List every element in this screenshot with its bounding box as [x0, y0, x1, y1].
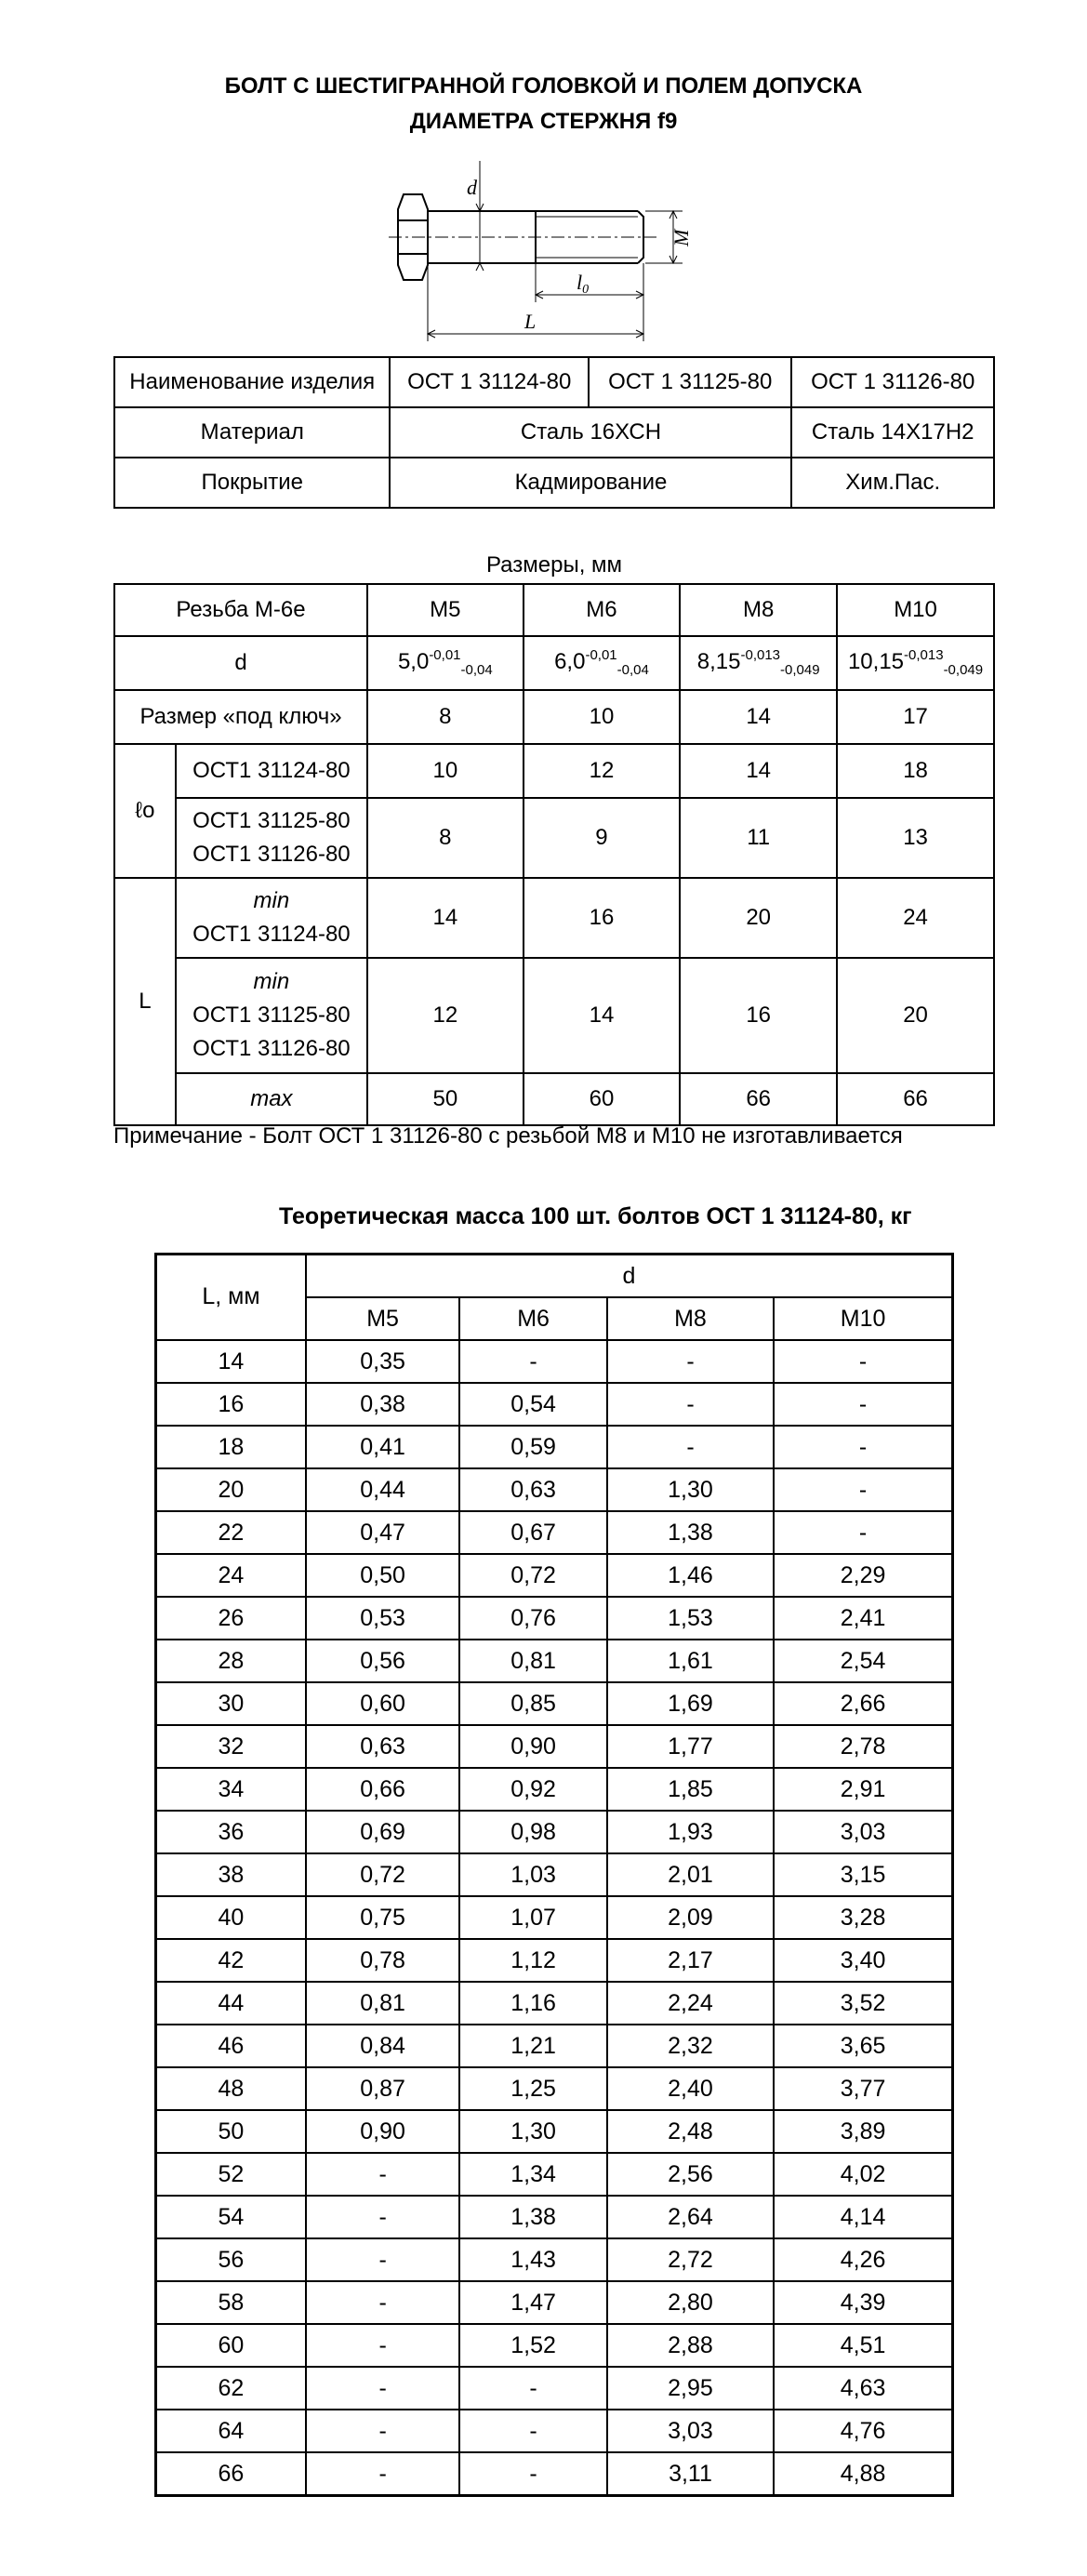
- table-cell: 2,40: [607, 2067, 774, 2110]
- table-cell: 2,95: [607, 2367, 774, 2410]
- table-row: [156, 1426, 953, 1468]
- table-cell: 20: [837, 958, 994, 1073]
- table-row: [156, 1511, 953, 1554]
- mass-table-body: [156, 1340, 953, 2496]
- row-label: 40: [156, 1896, 306, 1939]
- table-row: [114, 357, 994, 407]
- table-cell: 14: [680, 690, 837, 744]
- table-row: [156, 1939, 953, 1982]
- table-cell: 4,39: [774, 2281, 952, 2324]
- table-cell: 2,72: [607, 2238, 774, 2281]
- table-cell: 50: [367, 1073, 524, 1125]
- row-label: 32: [156, 1725, 306, 1768]
- table-cell: 2,64: [607, 2196, 774, 2238]
- table-cell: 0,63: [306, 1725, 459, 1768]
- table-cell: 0,38: [306, 1383, 459, 1426]
- table-cell: 4,76: [774, 2410, 952, 2452]
- table-cell: 0,85: [459, 1682, 606, 1725]
- table-cell: -: [774, 1426, 952, 1468]
- column-header: М10: [774, 1297, 952, 1340]
- table-cell: 0,47: [306, 1511, 459, 1554]
- table-cell: 0,72: [306, 1853, 459, 1896]
- table-cell: 0,69: [306, 1811, 459, 1853]
- label-d: d: [467, 176, 477, 199]
- table-cell: 0,90: [306, 2110, 459, 2153]
- table-cell: 0,87: [306, 2067, 459, 2110]
- table-cell: -: [306, 2452, 459, 2496]
- row-label: min ОСТ1 31124-80: [176, 878, 367, 958]
- mass-table: [154, 1253, 954, 2497]
- table-cell: $8,15^{-0,013}_{-0,049}$: [680, 636, 837, 690]
- table-cell: -: [306, 2238, 459, 2281]
- table-cell: 2,91: [774, 1768, 952, 1811]
- product-table: [113, 356, 995, 509]
- table-cell: 0,60: [306, 1682, 459, 1725]
- table-cell: 4,02: [774, 2153, 952, 2196]
- table-cell: Хим.Пас.: [791, 458, 994, 508]
- column-header: М8: [680, 584, 837, 636]
- table-cell: 1,46: [607, 1554, 774, 1597]
- table-row: [114, 878, 994, 958]
- table-cell: 1,61: [607, 1640, 774, 1682]
- table-row: [156, 2452, 953, 2496]
- table-cell: 3,28: [774, 1896, 952, 1939]
- table-row: [156, 1255, 953, 1298]
- table-cell: 13: [837, 798, 994, 878]
- table-cell: $10,15^{-0,013}_{-0,049}$: [837, 636, 994, 690]
- table-cell: 0,98: [459, 1811, 606, 1853]
- row-label: Размер «под ключ»: [114, 690, 367, 744]
- table-cell: 60: [524, 1073, 681, 1125]
- row-label: 14: [156, 1340, 306, 1383]
- table-cell: 14: [367, 878, 524, 958]
- dimension-d: [476, 161, 484, 271]
- row-label: 28: [156, 1640, 306, 1682]
- table-cell: 16: [680, 958, 837, 1073]
- table-row: [156, 1768, 953, 1811]
- table-cell: 10: [367, 744, 524, 798]
- table-cell: 0,56: [306, 1640, 459, 1682]
- table-row: [114, 958, 994, 1073]
- table-cell: -: [459, 2367, 606, 2410]
- table-cell: 3,52: [774, 1982, 952, 2025]
- table-row: [156, 2196, 953, 2238]
- table-row: [156, 1725, 953, 1768]
- table-cell: ОСТ 1 31125-80: [589, 357, 791, 407]
- table-cell: -: [306, 2367, 459, 2410]
- row-label: 66: [156, 2452, 306, 2496]
- table-cell: 0,81: [459, 1640, 606, 1682]
- table-cell: 1,12: [459, 1939, 606, 1982]
- row-label: 44: [156, 1982, 306, 2025]
- table-row: [156, 1554, 953, 1597]
- table-cell: 1,47: [459, 2281, 606, 2324]
- table-cell: 2,41: [774, 1597, 952, 1640]
- table-cell: 8: [367, 690, 524, 744]
- table-row: [156, 2281, 953, 2324]
- row-label: 20: [156, 1468, 306, 1511]
- column-header: М10: [837, 584, 994, 636]
- table-row: [114, 584, 994, 636]
- row-label: 30: [156, 1682, 306, 1725]
- table-cell: 3,03: [774, 1811, 952, 1853]
- table-cell: 0,78: [306, 1939, 459, 1982]
- table-cell: 11: [680, 798, 837, 878]
- table-cell: 1,38: [459, 2196, 606, 2238]
- table-row: [156, 1853, 953, 1896]
- table-cell: 9: [524, 798, 681, 878]
- table-cell: 0,50: [306, 1554, 459, 1597]
- page-title-line-2: ДИАМЕТРА СТЕРЖНЯ f9: [409, 109, 678, 134]
- row-label: 24: [156, 1554, 306, 1597]
- table-cell: 1,25: [459, 2067, 606, 2110]
- table-row: [114, 744, 994, 798]
- row-label: 52: [156, 2153, 306, 2196]
- table-cell: 2,09: [607, 1896, 774, 1939]
- table-cell: 2,32: [607, 2025, 774, 2067]
- column-header: L, мм: [156, 1255, 306, 1341]
- table-cell: $6,0^{-0,01}_{-0,04}$: [524, 636, 681, 690]
- table-cell: Сталь 16ХСН: [390, 407, 791, 458]
- row-label: 64: [156, 2410, 306, 2452]
- page-title-line-1: БОЛТ С ШЕСТИГРАННОЙ ГОЛОВКОЙ И ПОЛЕМ ДОПУСКА: [224, 73, 863, 99]
- table-cell: 0,72: [459, 1554, 606, 1597]
- row-label: 36: [156, 1811, 306, 1853]
- table-cell: ОСТ 1 31126-80: [791, 357, 994, 407]
- table-cell: 1,03: [459, 1853, 606, 1896]
- table-row: [114, 458, 994, 508]
- table-cell: 16: [524, 878, 681, 958]
- row-label: Покрытие: [114, 458, 390, 508]
- table-cell: 2,17: [607, 1939, 774, 1982]
- table-cell: 24: [837, 878, 994, 958]
- table-cell: 2,01: [607, 1853, 774, 1896]
- table-row: [156, 1640, 953, 1682]
- table-cell: 1,43: [459, 2238, 606, 2281]
- dimensions-caption: Размеры, мм: [485, 552, 623, 578]
- table-cell: 1,34: [459, 2153, 606, 2196]
- table-cell: 3,40: [774, 1939, 952, 1982]
- table-row: [114, 636, 994, 690]
- row-label: Материал: [114, 407, 390, 458]
- table-cell: 1,30: [607, 1468, 774, 1511]
- table-cell: 0,35: [306, 1340, 459, 1383]
- table-cell: 0,75: [306, 1896, 459, 1939]
- row-label: Резьба М-6е: [114, 584, 367, 636]
- table-cell: 3,65: [774, 2025, 952, 2067]
- table-cell: -: [774, 1383, 952, 1426]
- row-label: 62: [156, 2367, 306, 2410]
- column-header: М6: [459, 1297, 606, 1340]
- table-cell: 17: [837, 690, 994, 744]
- table-row: [156, 2238, 953, 2281]
- table-cell: 1,85: [607, 1768, 774, 1811]
- table-cell: -: [607, 1340, 774, 1383]
- table-cell: 2,48: [607, 2110, 774, 2153]
- row-label: ОСТ1 31125-80 ОСТ1 31126-80: [176, 798, 367, 878]
- table-cell: -: [459, 1340, 606, 1383]
- table-row: [156, 1468, 953, 1511]
- row-label: 48: [156, 2067, 306, 2110]
- table-row: [156, 1896, 953, 1939]
- table-cell: 3,11: [607, 2452, 774, 2496]
- table-row: [114, 798, 994, 878]
- column-header: d: [306, 1255, 953, 1298]
- row-label: Наименование изделия: [114, 357, 390, 407]
- table-row: [156, 1682, 953, 1725]
- table-cell: 4,51: [774, 2324, 952, 2367]
- table-cell: 0,41: [306, 1426, 459, 1468]
- row-group-label: ℓo: [114, 744, 176, 878]
- row-label: 58: [156, 2281, 306, 2324]
- table-cell: -: [306, 2324, 459, 2367]
- table-row: [156, 1811, 953, 1853]
- table-row: [114, 407, 994, 458]
- bolt-drawing: [361, 153, 723, 349]
- table-cell: 4,63: [774, 2367, 952, 2410]
- table-cell: 18: [837, 744, 994, 798]
- row-label: 22: [156, 1511, 306, 1554]
- dimension-l0: [536, 263, 643, 341]
- table-cell: 0,84: [306, 2025, 459, 2067]
- row-label: 56: [156, 2238, 306, 2281]
- column-header: М8: [607, 1297, 774, 1340]
- row-label: 50: [156, 2110, 306, 2153]
- table-cell: 1,53: [607, 1597, 774, 1640]
- table-cell: 0,54: [459, 1383, 606, 1426]
- table-row: [156, 1597, 953, 1640]
- table-row: [156, 2367, 953, 2410]
- table-cell: Сталь 14Х17Н2: [791, 407, 994, 458]
- table-cell: 0,76: [459, 1597, 606, 1640]
- table-row: [156, 2025, 953, 2067]
- table-cell: 1,07: [459, 1896, 606, 1939]
- row-group-label: L: [114, 878, 176, 1125]
- row-label: max: [176, 1073, 367, 1125]
- row-label: d: [114, 636, 367, 690]
- table-cell: -: [306, 2196, 459, 2238]
- table-cell: 1,16: [459, 1982, 606, 2025]
- row-label: 46: [156, 2025, 306, 2067]
- row-label: 38: [156, 1853, 306, 1896]
- table-row: [114, 690, 994, 744]
- table-cell: 0,81: [306, 1982, 459, 2025]
- table-row: [156, 1340, 953, 1383]
- row-label: 18: [156, 1426, 306, 1468]
- table-cell: 14: [680, 744, 837, 798]
- table-cell: 4,88: [774, 2452, 952, 2496]
- table-cell: -: [306, 2281, 459, 2324]
- table-cell: -: [607, 1426, 774, 1468]
- table-cell: 66: [680, 1073, 837, 1125]
- row-label: min ОСТ1 31125-80 ОСТ1 31126-80: [176, 958, 367, 1073]
- table-cell: -: [459, 2452, 606, 2496]
- row-label: 26: [156, 1597, 306, 1640]
- table-row: [156, 2067, 953, 2110]
- table-cell: 1,38: [607, 1511, 774, 1554]
- row-label: 16: [156, 1383, 306, 1426]
- row-label: 60: [156, 2324, 306, 2367]
- column-header: М5: [306, 1297, 459, 1340]
- table-cell: 3,15: [774, 1853, 952, 1896]
- table-cell: 1,77: [607, 1725, 774, 1768]
- table-row: [156, 2153, 953, 2196]
- table-row: [156, 1383, 953, 1426]
- table-row: [114, 1073, 994, 1125]
- table-cell: 66: [837, 1073, 994, 1125]
- table-cell: 0,92: [459, 1768, 606, 1811]
- table-cell: 1,93: [607, 1811, 774, 1853]
- table-cell: 0,44: [306, 1468, 459, 1511]
- table-cell: 12: [367, 958, 524, 1073]
- table-cell: 3,03: [607, 2410, 774, 2452]
- table-cell: 2,88: [607, 2324, 774, 2367]
- table-cell: 0,63: [459, 1468, 606, 1511]
- table-cell: 0,66: [306, 1768, 459, 1811]
- table-cell: Кадмирование: [390, 458, 791, 508]
- table-cell: 2,80: [607, 2281, 774, 2324]
- table-cell: -: [774, 1468, 952, 1511]
- table-cell: 1,30: [459, 2110, 606, 2153]
- column-header: М5: [367, 584, 524, 636]
- mass-table-caption: Теоретическая масса 100 шт. болтов ОСТ 1 31124-80, кг: [279, 1203, 912, 1229]
- table-note: Примечание - Болт ОСТ 1 31126-80 с резьбой М8 и М10 не изготавливается: [113, 1123, 903, 1149]
- table-cell: 0,59: [459, 1426, 606, 1468]
- table-cell: 1,21: [459, 2025, 606, 2067]
- row-label: ОСТ1 31124-80: [176, 744, 367, 798]
- table-cell: 10: [524, 690, 681, 744]
- table-cell: 2,66: [774, 1682, 952, 1725]
- table-cell: -: [607, 1383, 774, 1426]
- table-cell: -: [774, 1340, 952, 1383]
- table-cell: 0,67: [459, 1511, 606, 1554]
- table-cell: 14: [524, 958, 681, 1073]
- table-cell: 4,14: [774, 2196, 952, 2238]
- dimensions-table: [113, 583, 995, 1126]
- table-cell: -: [459, 2410, 606, 2452]
- label-m: M: [669, 229, 693, 246]
- row-label: 34: [156, 1768, 306, 1811]
- column-header: М6: [524, 584, 681, 636]
- table-row: [156, 2110, 953, 2153]
- table-cell: 3,77: [774, 2067, 952, 2110]
- table-cell: 3,89: [774, 2110, 952, 2153]
- table-cell: 8: [367, 798, 524, 878]
- table-cell: -: [306, 2410, 459, 2452]
- table-row: [156, 1982, 953, 2025]
- table-cell: -: [306, 2153, 459, 2196]
- table-cell: 0,53: [306, 1597, 459, 1640]
- table-cell: ОСТ 1 31124-80: [390, 357, 588, 407]
- label-L: L: [524, 310, 537, 333]
- row-label: 42: [156, 1939, 306, 1982]
- row-label: 54: [156, 2196, 306, 2238]
- table-cell: 1,69: [607, 1682, 774, 1725]
- table-cell: 4,26: [774, 2238, 952, 2281]
- table-cell: 20: [680, 878, 837, 958]
- table-cell: -: [774, 1511, 952, 1554]
- table-row: [156, 2410, 953, 2452]
- table-cell: $5,0^{-0,01}_{-0,04}$: [367, 636, 524, 690]
- table-cell: 0,90: [459, 1725, 606, 1768]
- table-cell: 2,54: [774, 1640, 952, 1682]
- table-cell: 2,56: [607, 2153, 774, 2196]
- table-cell: 2,29: [774, 1554, 952, 1597]
- table-cell: 2,78: [774, 1725, 952, 1768]
- table-cell: 2,24: [607, 1982, 774, 2025]
- label-l0: l0: [577, 271, 590, 297]
- table-cell: 1,52: [459, 2324, 606, 2367]
- table-cell: 12: [524, 744, 681, 798]
- table-row: [156, 2324, 953, 2367]
